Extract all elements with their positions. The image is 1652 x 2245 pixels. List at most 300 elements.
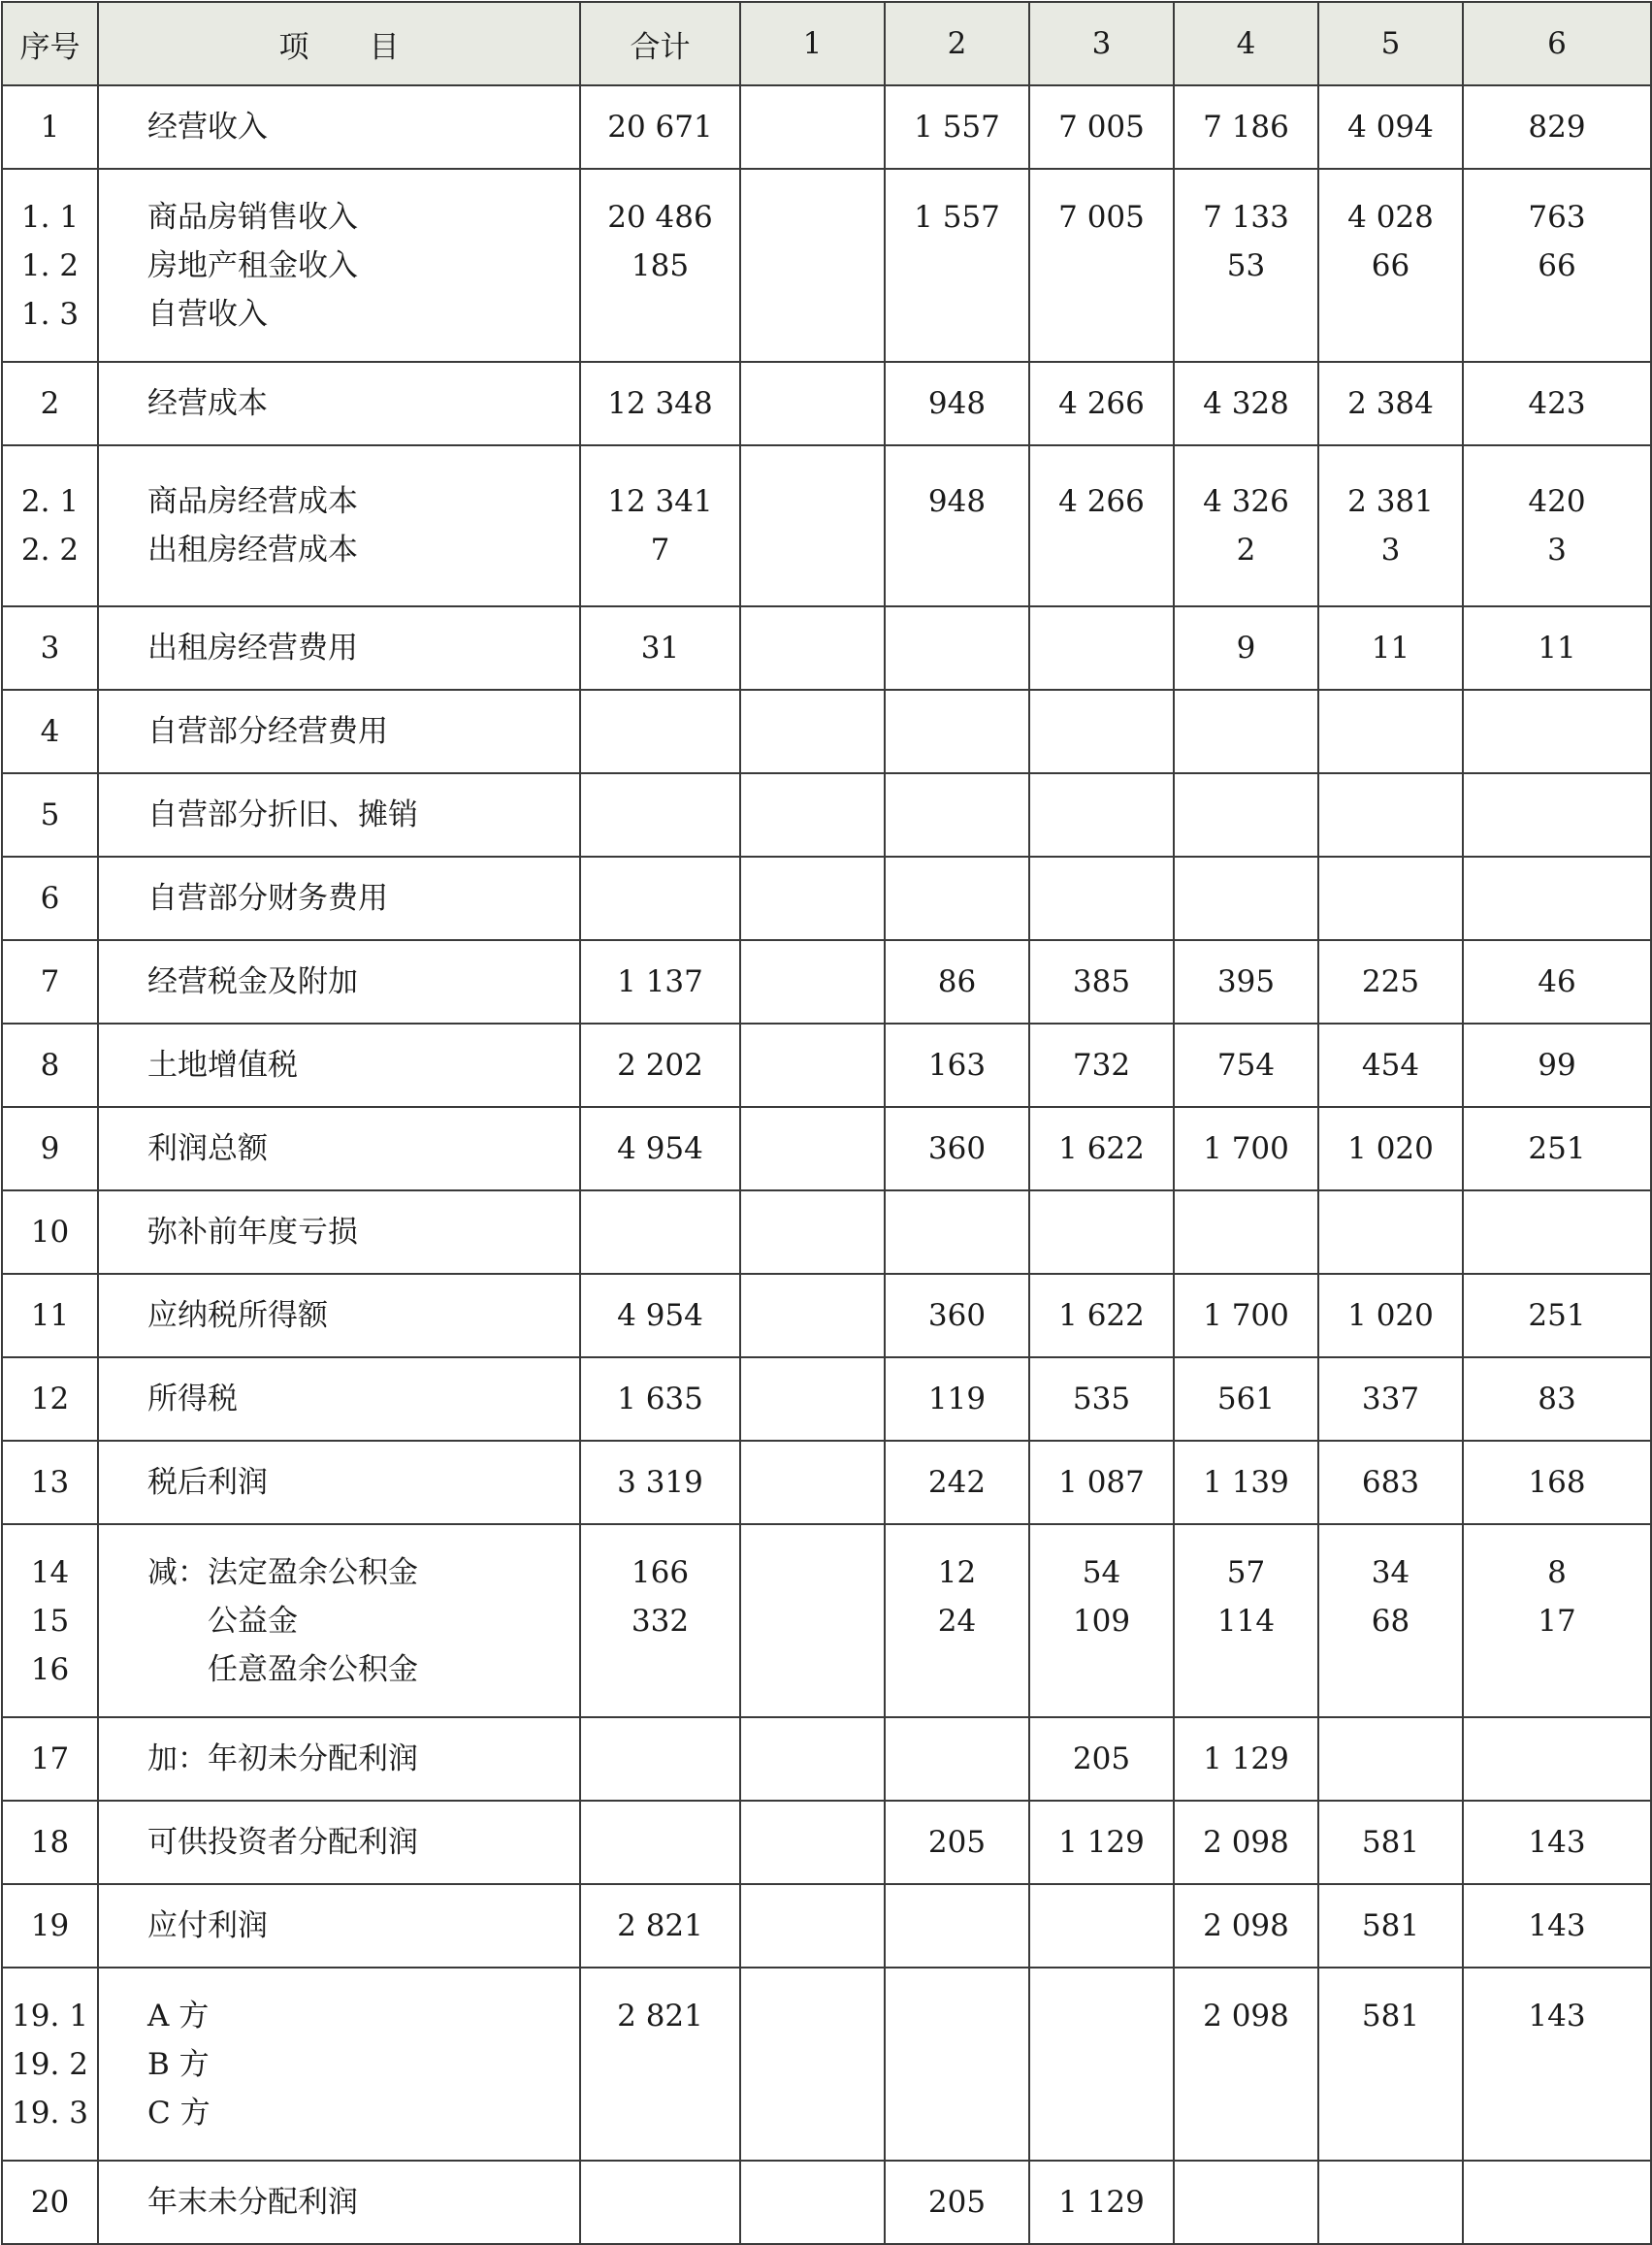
item-name-line: 出租房经营费用 <box>147 631 358 666</box>
year-5-value-line <box>1319 707 1462 756</box>
year-1-value-line <box>741 193 884 242</box>
year-6-value-line: 17 <box>1538 1603 1576 1639</box>
table-row <box>2 1441 1651 1524</box>
item-name-line: 土地增值税 <box>147 1048 298 1083</box>
row-number <box>2 169 98 362</box>
year-6-value <box>1463 1190 1651 1274</box>
row-number-line: 1. 2 <box>20 247 80 283</box>
year-3-value-line: 732 <box>1072 1048 1131 1083</box>
year-1-value-line <box>741 1645 884 1694</box>
total-value <box>580 1024 740 1107</box>
total-value <box>580 1801 740 1884</box>
year-1-value <box>740 445 885 606</box>
year-5-value <box>1318 1968 1463 2161</box>
year-1-value-line <box>741 2040 884 2089</box>
row-number <box>2 1357 98 1441</box>
year-5-value <box>1318 1274 1463 1357</box>
year-4-value-line: 53 <box>1226 247 1266 283</box>
item-name <box>98 169 580 362</box>
item-name <box>98 1441 580 1524</box>
year-3-value <box>1029 857 1174 940</box>
year-2-value <box>885 940 1029 1024</box>
total-value-line <box>581 1735 739 1783</box>
table-row <box>2 606 1651 690</box>
year-6-value-line <box>1464 1735 1650 1783</box>
item-name-line: 商品房销售收入 <box>147 199 358 235</box>
row-number <box>2 1717 98 1801</box>
item-name <box>98 1717 580 1801</box>
total-value <box>580 1968 740 2161</box>
year-2-value-line <box>886 1992 1028 2040</box>
year-4-value-line: 754 <box>1216 1048 1276 1083</box>
year-5-value <box>1318 1190 1463 1274</box>
row-number-line: 1. 1 <box>20 199 80 235</box>
total-value <box>580 940 740 1024</box>
year-2-value-line: 242 <box>927 1465 987 1500</box>
year-6-value-line: 66 <box>1538 247 1576 283</box>
year-3-value-line <box>1030 2089 1173 2137</box>
year-1-value-line <box>741 791 884 839</box>
year-3-value-line: 7 005 <box>1058 110 1145 145</box>
table-row <box>2 1968 1651 2161</box>
table-row <box>2 85 1651 169</box>
row-number <box>2 1190 98 1274</box>
year-2-value-line <box>886 1208 1028 1256</box>
item-name-line: 房地产租金收入 <box>147 247 358 283</box>
table-row <box>2 2161 1651 2244</box>
year-3-value-line: 54 <box>1082 1554 1121 1590</box>
row-number-line: 2. 1 <box>20 484 80 519</box>
total-value <box>580 606 740 690</box>
year-2-value <box>885 445 1029 606</box>
year-6-value <box>1463 1968 1651 2161</box>
year-1-value-line <box>741 624 884 672</box>
item-name <box>98 1357 580 1441</box>
year-6-value <box>1463 1107 1651 1190</box>
row-number-line: 2 <box>40 386 60 421</box>
year-5-value <box>1318 606 1463 690</box>
header-col-2: 2 <box>885 2 1029 85</box>
year-2-value-line <box>886 874 1028 923</box>
table-body <box>2 85 1651 2244</box>
row-number <box>2 606 98 690</box>
year-4-value <box>1174 169 1318 362</box>
year-2-value-line: 1 557 <box>914 199 1000 235</box>
total-value <box>580 85 740 169</box>
year-5-value-line <box>1319 1735 1462 1783</box>
year-5-value <box>1318 773 1463 857</box>
item-name <box>98 606 580 690</box>
year-2-value-line <box>886 242 1028 290</box>
year-5-value-line: 581 <box>1361 1908 1420 1943</box>
year-5-value-line: 1 020 <box>1347 1131 1434 1166</box>
item-name <box>98 2161 580 2244</box>
total-value-line: 2 821 <box>617 1908 703 1943</box>
item-name-line: 年末未分配利润 <box>147 2185 358 2220</box>
year-1-value <box>740 773 885 857</box>
year-6-value <box>1463 85 1651 169</box>
year-6-value-line <box>1464 1645 1650 1694</box>
year-4-value <box>1174 1024 1318 1107</box>
year-6-value <box>1463 2161 1651 2244</box>
year-5-value <box>1318 1717 1463 1801</box>
table-row <box>2 940 1651 1024</box>
year-2-value-line: 360 <box>927 1298 987 1333</box>
year-3-value <box>1029 1801 1174 1884</box>
year-5-value-line: 11 <box>1371 631 1410 666</box>
year-3-value-line: 1 087 <box>1058 1465 1145 1500</box>
table-row <box>2 445 1651 606</box>
year-6-value-line: 46 <box>1538 964 1576 999</box>
year-3-value-line <box>1030 526 1173 574</box>
row-number-line: 12 <box>30 1382 70 1416</box>
item-name <box>98 1190 580 1274</box>
year-2-value-line <box>886 1735 1028 1783</box>
total-value-line: 1 635 <box>617 1382 703 1416</box>
total-value-line: 4 954 <box>617 1131 703 1166</box>
year-5-value-line: 66 <box>1371 247 1410 283</box>
year-5-value-line: 34 <box>1371 1554 1410 1590</box>
year-5-value <box>1318 1357 1463 1441</box>
year-1-value <box>740 690 885 773</box>
year-5-value <box>1318 857 1463 940</box>
year-4-value <box>1174 1441 1318 1524</box>
year-1-value <box>740 606 885 690</box>
item-name-line: 自营部分经营费用 <box>147 714 388 749</box>
year-3-value-line: 4 266 <box>1058 386 1145 421</box>
year-6-value <box>1463 445 1651 606</box>
year-1-value-line <box>741 290 884 339</box>
year-1-value-line <box>741 242 884 290</box>
total-value-line: 2 821 <box>617 1998 703 2034</box>
year-3-value-line: 1 622 <box>1058 1131 1145 1166</box>
year-6-value-line: 251 <box>1528 1131 1586 1166</box>
year-1-value-line <box>741 1291 884 1340</box>
year-5-value-line: 225 <box>1361 964 1420 999</box>
row-number-line: 20 <box>30 2185 70 2220</box>
item-name-line: 利润总额 <box>147 1131 268 1166</box>
item-name-line: 应付利润 <box>147 1908 268 1943</box>
year-1-value-line <box>741 1124 884 1173</box>
year-2-value <box>885 606 1029 690</box>
year-6-value <box>1463 690 1651 773</box>
year-2-value-line: 948 <box>927 386 987 421</box>
row-number-line: 15 <box>30 1603 70 1639</box>
year-1-value-line <box>741 1375 884 1423</box>
year-5-value <box>1318 1024 1463 1107</box>
year-3-value-line: 109 <box>1072 1603 1131 1639</box>
row-number-line: 19. 3 <box>12 2095 88 2131</box>
year-2-value-line: 12 <box>937 1554 977 1590</box>
total-value-line: 166 <box>631 1554 690 1590</box>
header-item: 项 目 <box>98 2 580 85</box>
year-1-value-line <box>741 526 884 574</box>
total-value-line: 20 486 <box>607 199 713 235</box>
table-row <box>2 1357 1651 1441</box>
year-5-value <box>1318 85 1463 169</box>
year-6-value <box>1463 606 1651 690</box>
year-4-value-line: 1 139 <box>1203 1465 1289 1500</box>
year-2-value-line <box>886 707 1028 756</box>
item-name-line: 任意盈余公积金 <box>147 1651 418 1687</box>
total-value <box>580 1107 740 1190</box>
year-2-value <box>885 1968 1029 2161</box>
year-3-value-line: 4 266 <box>1058 484 1145 519</box>
year-5-value-line: 4 028 <box>1347 199 1434 235</box>
year-4-value <box>1174 1190 1318 1274</box>
year-1-value-line <box>741 1041 884 1090</box>
total-value-line: 3 319 <box>617 1465 703 1500</box>
year-2-value <box>885 1107 1029 1190</box>
year-5-value <box>1318 362 1463 445</box>
year-6-value <box>1463 1274 1651 1357</box>
year-4-value <box>1174 1968 1318 2161</box>
item-name <box>98 690 580 773</box>
header-total: 合计 <box>580 2 740 85</box>
header-col-3: 3 <box>1029 2 1174 85</box>
row-number <box>2 773 98 857</box>
year-6-value <box>1463 1801 1651 1884</box>
year-1-value-line <box>741 1458 884 1507</box>
total-value <box>580 1884 740 1968</box>
year-3-value <box>1029 85 1174 169</box>
year-1-value-line <box>741 1597 884 1645</box>
year-3-value-line: 1 129 <box>1058 1825 1145 1860</box>
year-1-value <box>740 2161 885 2244</box>
row-number-line: 10 <box>30 1215 70 1250</box>
year-5-value <box>1318 169 1463 362</box>
row-number-line: 11 <box>30 1298 70 1333</box>
year-3-value <box>1029 773 1174 857</box>
total-value-line: 20 671 <box>607 110 713 145</box>
total-value <box>580 1190 740 1274</box>
item-name <box>98 857 580 940</box>
year-6-value <box>1463 1884 1651 1968</box>
year-1-value-line <box>741 103 884 151</box>
total-value <box>580 857 740 940</box>
year-4-value-line: 1 700 <box>1203 1298 1289 1333</box>
year-4-value-line: 2 098 <box>1203 1825 1289 1860</box>
year-6-value <box>1463 1357 1651 1441</box>
row-number <box>2 1274 98 1357</box>
year-2-value-line <box>886 526 1028 574</box>
row-number <box>2 1441 98 1524</box>
year-4-value-line: 7 133 <box>1203 199 1289 235</box>
year-1-value-line <box>741 379 884 428</box>
table-row <box>2 1801 1651 1884</box>
item-name-line: 减：法定盈余公积金 <box>147 1554 418 1590</box>
item-name <box>98 1524 580 1717</box>
row-number <box>2 1968 98 2161</box>
item-name-line: 弥补前年度亏损 <box>147 1215 358 1250</box>
year-1-value <box>740 1190 885 1274</box>
header-col-5: 5 <box>1318 2 1463 85</box>
total-value <box>580 445 740 606</box>
year-4-value-line <box>1175 2178 1317 2227</box>
item-name-line: 应纳税所得额 <box>147 1298 328 1333</box>
year-4-value-line: 2 098 <box>1203 1998 1289 2034</box>
total-value-line: 185 <box>631 247 690 283</box>
total-value <box>580 1524 740 1717</box>
year-5-value-line: 581 <box>1361 1998 1420 2034</box>
year-2-value-line: 119 <box>927 1382 987 1416</box>
item-name <box>98 1024 580 1107</box>
year-5-value <box>1318 940 1463 1024</box>
year-6-value-line <box>1464 874 1650 923</box>
year-6-value-line: 3 <box>1547 533 1567 568</box>
year-2-value-line <box>886 791 1028 839</box>
year-5-value-line: 2 381 <box>1347 484 1434 519</box>
year-2-value <box>885 773 1029 857</box>
item-name <box>98 1107 580 1190</box>
row-number-line: 9 <box>40 1131 60 1166</box>
year-6-value <box>1463 857 1651 940</box>
year-4-value <box>1174 773 1318 857</box>
year-1-value <box>740 1441 885 1524</box>
total-value-line: 1 137 <box>617 964 703 999</box>
year-5-value-line <box>1319 1208 1462 1256</box>
row-number-line: 8 <box>40 1048 60 1083</box>
year-3-value <box>1029 1024 1174 1107</box>
year-2-value <box>885 1190 1029 1274</box>
year-1-value <box>740 1884 885 1968</box>
item-name-line: A 方 <box>147 1998 210 2034</box>
year-2-value <box>885 690 1029 773</box>
item-name-line: 自营部分折旧、摊销 <box>147 797 418 832</box>
year-6-value-line <box>1464 2089 1650 2137</box>
year-5-value-line: 68 <box>1371 1603 1410 1639</box>
year-4-value-line: 7 186 <box>1203 110 1289 145</box>
year-4-value-line <box>1175 791 1317 839</box>
row-number <box>2 445 98 606</box>
table-row <box>2 169 1651 362</box>
total-value <box>580 773 740 857</box>
year-6-value <box>1463 362 1651 445</box>
year-5-value <box>1318 690 1463 773</box>
row-number <box>2 362 98 445</box>
year-3-value <box>1029 1274 1174 1357</box>
header-col-4: 4 <box>1174 2 1318 85</box>
year-3-value <box>1029 1357 1174 1441</box>
year-1-value <box>740 169 885 362</box>
item-name-line: 所得税 <box>147 1382 238 1416</box>
year-4-value <box>1174 606 1318 690</box>
total-value <box>580 1357 740 1441</box>
year-4-value <box>1174 445 1318 606</box>
year-1-value <box>740 1274 885 1357</box>
year-1-value <box>740 1357 885 1441</box>
row-number-line: 14 <box>30 1554 70 1590</box>
table-row <box>2 1717 1651 1801</box>
year-2-value-line: 948 <box>927 484 987 519</box>
year-4-value-line <box>1175 1208 1317 1256</box>
year-6-value <box>1463 1524 1651 1717</box>
year-6-value-line <box>1464 1208 1650 1256</box>
year-2-value <box>885 2161 1029 2244</box>
year-4-value <box>1174 1274 1318 1357</box>
year-1-value-line <box>741 1902 884 1950</box>
total-value-line <box>581 707 739 756</box>
year-1-value-line <box>741 477 884 526</box>
row-number <box>2 1801 98 1884</box>
profit-distribution-table <box>1 1 1652 2245</box>
year-1-value-line <box>741 1735 884 1783</box>
total-value-line <box>581 791 739 839</box>
year-3-value-line: 7 005 <box>1058 199 1145 235</box>
table-row <box>2 690 1651 773</box>
year-5-value-line <box>1319 2178 1462 2227</box>
year-1-value-line <box>741 2089 884 2137</box>
row-number-line: 17 <box>30 1741 70 1776</box>
total-value <box>580 1274 740 1357</box>
year-5-value-line: 1 020 <box>1347 1298 1434 1333</box>
year-2-value-line <box>886 1902 1028 1950</box>
year-5-value-line: 454 <box>1361 1048 1420 1083</box>
year-6-value-line <box>1464 290 1650 339</box>
year-3-value-line <box>1030 1645 1173 1694</box>
row-number-line: 6 <box>40 881 60 916</box>
year-6-value-line: 83 <box>1538 1382 1576 1416</box>
year-1-value-line <box>741 1208 884 1256</box>
year-4-value-line <box>1175 707 1317 756</box>
year-2-value <box>885 1441 1029 1524</box>
year-3-value <box>1029 169 1174 362</box>
table-row <box>2 362 1651 445</box>
row-number <box>2 1024 98 1107</box>
year-4-value <box>1174 85 1318 169</box>
year-6-value <box>1463 169 1651 362</box>
item-name <box>98 1884 580 1968</box>
year-3-value-line: 535 <box>1072 1382 1131 1416</box>
year-3-value-line <box>1030 624 1173 672</box>
year-4-value-line <box>1175 2040 1317 2089</box>
year-4-value-line <box>1175 1645 1317 1694</box>
year-5-value <box>1318 2161 1463 2244</box>
item-name-line: 经营收入 <box>147 110 268 145</box>
year-1-value-line <box>741 958 884 1006</box>
year-6-value-line: 420 <box>1528 484 1586 519</box>
row-number-line: 19 <box>30 1908 70 1943</box>
item-name <box>98 1968 580 2161</box>
year-4-value-line <box>1175 874 1317 923</box>
year-2-value <box>885 362 1029 445</box>
year-4-value-line: 9 <box>1236 631 1256 666</box>
year-4-value-line <box>1175 2089 1317 2137</box>
item-name-line: 自营收入 <box>147 296 268 332</box>
year-3-value-line: 385 <box>1072 964 1131 999</box>
year-6-value-line <box>1464 791 1650 839</box>
year-5-value-line: 581 <box>1361 1825 1420 1860</box>
year-4-value <box>1174 690 1318 773</box>
year-1-value <box>740 1524 885 1717</box>
year-4-value-line: 4 328 <box>1203 386 1289 421</box>
item-name-line: B 方 <box>147 2046 210 2082</box>
year-5-value-line <box>1319 2040 1462 2089</box>
item-name <box>98 1274 580 1357</box>
item-name-line: 商品房经营成本 <box>147 484 358 519</box>
year-4-value <box>1174 857 1318 940</box>
year-4-value-line: 57 <box>1226 1554 1266 1590</box>
year-3-value-line <box>1030 707 1173 756</box>
total-value-line <box>581 2178 739 2227</box>
year-2-value <box>885 857 1029 940</box>
year-4-value <box>1174 1524 1318 1717</box>
year-2-value <box>885 1274 1029 1357</box>
year-3-value <box>1029 690 1174 773</box>
year-5-value-line <box>1319 874 1462 923</box>
item-name <box>98 362 580 445</box>
year-1-value-line <box>741 2178 884 2227</box>
